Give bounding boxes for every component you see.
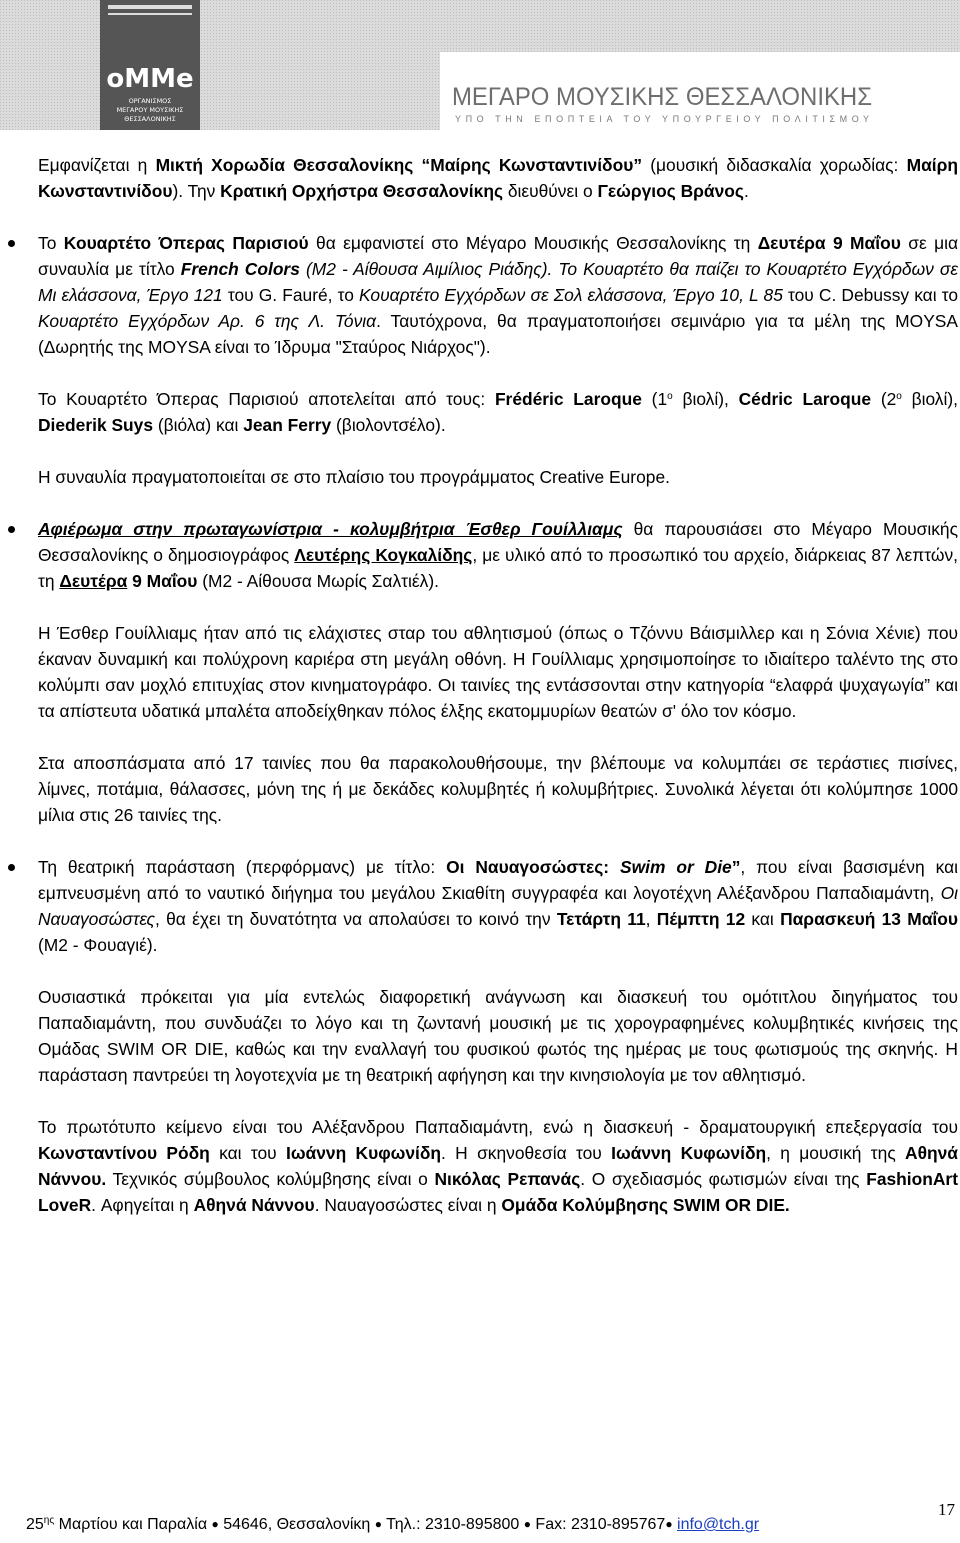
page-number: 17: [938, 1500, 955, 1519]
paragraph-credits: Το πρωτότυπο κείμενο είναι του Αλέξανδρου Παπαδιαμάντη, ενώ η διασκευή - δραματουργική επεξεργασία του Κωνσταντίνου Ρόδη και του Ιωάννη Κυφωνίδη. Η σκηνοθεσία του Ιωάννη Κυφωνίδη, η μουσική της Αθηνά Νάννου. Τεχνικός σύμβουλος κολύμβησης είναι ο Νικόλας Ρεπανάς. Ο σχεδιασμός φωτισμών είναι της FashionArt LoveR. Αφηγείται η Αθηνά Νάννου. Ναυαγοσώστες είναι η Ομάδα Κολύμβησης SWIM OR DIE.: [38, 1117, 958, 1215]
footer-street-number: 25: [26, 1516, 44, 1533]
separator-bullet-icon: ●: [211, 1517, 219, 1531]
separator-bullet-icon: ●: [665, 1517, 673, 1531]
separator-bullet-icon: ●: [523, 1517, 531, 1531]
footer-fax: Fax: 2310-895767: [530, 1516, 666, 1533]
email-link[interactable]: info@tch.gr: [677, 1516, 760, 1533]
paragraph-excerpts: Στα αποσπάσματα από 17 ταινίες που θα παρακολουθήσουμε, την βλέπουμε να κολυμπάει σε τεράστιες πισίνες, λίμνες, ποτάμια, θάλασσες, μόνη της ή με δεκάδες κολυμβητές ή κολυμβήτριες. Συνολικά λέγεται ότι κολύμπησε 1000 μίλια στις 26 ταινίες της.: [38, 753, 958, 825]
logo-line3: ΘΕΣΣΑΛΟΝΙΚΗΣ: [124, 115, 176, 123]
list-item-performance: Τη θεατρική παράσταση (περφόρμανς) με τίτλο: Οι Ναυαγοσώστες: Swim or Die”, που είναι βασισμένη και εμπνευσμένη από το ναυτικό διήγημα του μεγάλου Σκιαθίτη συγγραφέα και λογοτέχνη Αλέξανδρου Παπαδιαμάντη, Οι Ναυαγοσώστες, θα έχει τη δυνατότητα να απολαύσει το κοινό την Τετάρτη 11, Πέμπτη 12 και Παρασκευή 13 Μαΐου (Μ2 - Φουαγιέ).: [38, 854, 958, 958]
footer-phone: Τηλ.: 2310-895800: [381, 1516, 524, 1533]
header-subtitle: ΥΠΟ ΤΗΝ ΕΠΟΠΤΕΙΑ ΤΟΥ ΥΠΟΥΡΓΕΙΟΥ ΠΟΛΙΤΙΣΜΟΥ: [455, 114, 869, 124]
paragraph-quartet-members: Το Κουαρτέτο Όπερας Παρισιού αποτελείται από τους: Frédéric Laroque ($1^o$ βιολί), Cédric Laroque ($2^o$ βιολί), Diederik Suys (βιόλα) και Jean Ferry (βιολοντσέλο).: [38, 389, 958, 435]
header-title: ΜΕΓΑΡΟ ΜΟΥΣΙΚΗΣ ΘΕΣΣΑΛΟΝΙΚΗΣ: [452, 83, 872, 111]
paragraph-choir: Εμφανίζεται η Μικτή Χορωδία Θεσσαλονίκης “Μαίρης Κωνσταντινίδου” (μουσική διδασκαλία χορωδίας: Μαίρη Κωνσταντινίδου). Την Κρατική Ορχήστρα Θεσσαλονίκης διευθύνει ο Γεώργιος Βράνος.: [38, 155, 959, 201]
logo-line2: ΜΕΓΑΡΟΥ ΜΟΥΣΙΚΗΣ: [116, 106, 184, 114]
letterhead: [0, 0, 960, 140]
letterhead-graphic: [0, 0, 960, 140]
document-body: [38, 152, 958, 1218]
footer-ordinal: ης: [43, 1515, 55, 1526]
bullet-icon: [8, 864, 15, 871]
separator-bullet-icon: ●: [374, 1517, 382, 1531]
list-item-quartet: Το Κουαρτέτο Όπερας Παρισιού θα εμφανιστεί στο Μέγαρο Μουσικής Θεσσαλονίκης τη Δευτέρα 9 Μαΐου σε μια συναυλία με τίτλο French Colors (Μ2 - Αίθουσα Αιμίλιος Ριάδης). Το Κουαρτέτο θα παίζει το Κουαρτέτο Εγχόρδων σε Μι ελάσσονα, Έργο 121 του G. Fauré, το Κουαρτέτο Εγχόρδων σε Σολ ελάσσονα, Έργο 10, L 85 του C. Debussy και το Κουαρτέτο Εγχόρδων Αρ. 6 της Λ. Τόνια. Ταυτόχρονα, θα πραγματοποιήσει σεμινάριο για τα μέλη της MOYSA (Δωρητής της MOYSA είναι το Ίδρυμα "Σταύρος Νιάρχος").: [38, 230, 958, 360]
paragraph-esther-williams: Η Έσθερ Γουίλλιαμς ήταν από τις ελάχιστες σταρ του αθλητισμού (όπως ο Τζόννυ Βάισμιλλερ και η Σόνια Χένιε) που έκαναν δυναμική και πολύχρονη καριέρα στη μεγάλη οθόνη. Η Γουίλλιαμς χρησιμοποίησε το ιδιαίτερο ταλέντο της στο κολύμπι σαν μοχλό επιτυχίας στον κινηματογράφο. Οι ταινίες της εντάσσονται στην κατηγορία “ελαφρά ψυχαγωγία” και τα απίστευτα υδατικά μπαλέτα αποδείχθηκαν πόλος έλξης εκατομμυρίων θεατών σ' όλο τον κόσμο.: [38, 623, 958, 721]
bullet-icon: [8, 526, 15, 533]
footer-address: Μαρτίου και Παραλία: [54, 1516, 212, 1533]
list-item-tribute: Αφιέρωμα στην πρωταγωνίστρια - κολυμβήτρια Έσθερ Γουίλλιαμς θα παρουσιάσει στο Μέγαρο Μουσικής Θεσσαλονίκης ο δημοσιογράφος Λευτέρης Κογκαλίδης, με υλικό από το προσωπικό του αρχείο, διάρκειας 87 λεπτών, τη Δευτέρα 9 Μαΐου (Μ2 - Αίθουσα Μωρίς Σαλτιέλ).: [38, 516, 958, 594]
footer-city: 54646, Θεσσαλονίκη: [218, 1516, 375, 1533]
bullet-icon: [8, 240, 15, 247]
logo-line1: ΟΡΓΑΝΙΣΜΟΣ: [128, 97, 172, 105]
footer-contact: [26, 1516, 956, 1534]
paragraph-adaptation: Ουσιαστικά πρόκειται για μία εντελώς διαφορετική ανάγνωση και διασκευή του ομότιτλου διηγήματος του Παπαδιαμάντη, που συνδυάζει το λόγο και τη ζωντανή μουσική με τις χορογραφημένες κολυμβητικές κινήσεις της Ομάδας SWIM OR DIE, καθώς και την εναλλαγή του φυσικού φωτός της ημέρας με τους φωτισμούς της σκηνής. Η παράσταση παντρεύει τη λογοτεχνία με τη θεατρική αφήγηση και την κινησιολογία με τον αθλητισμό.: [38, 987, 958, 1085]
paragraph-creative-europe: Η συναυλία πραγματοποιείται σε στο πλαίσιο του προγράμματος Creative Europe.: [38, 467, 670, 487]
logo-mark: oMMe: [106, 64, 194, 94]
